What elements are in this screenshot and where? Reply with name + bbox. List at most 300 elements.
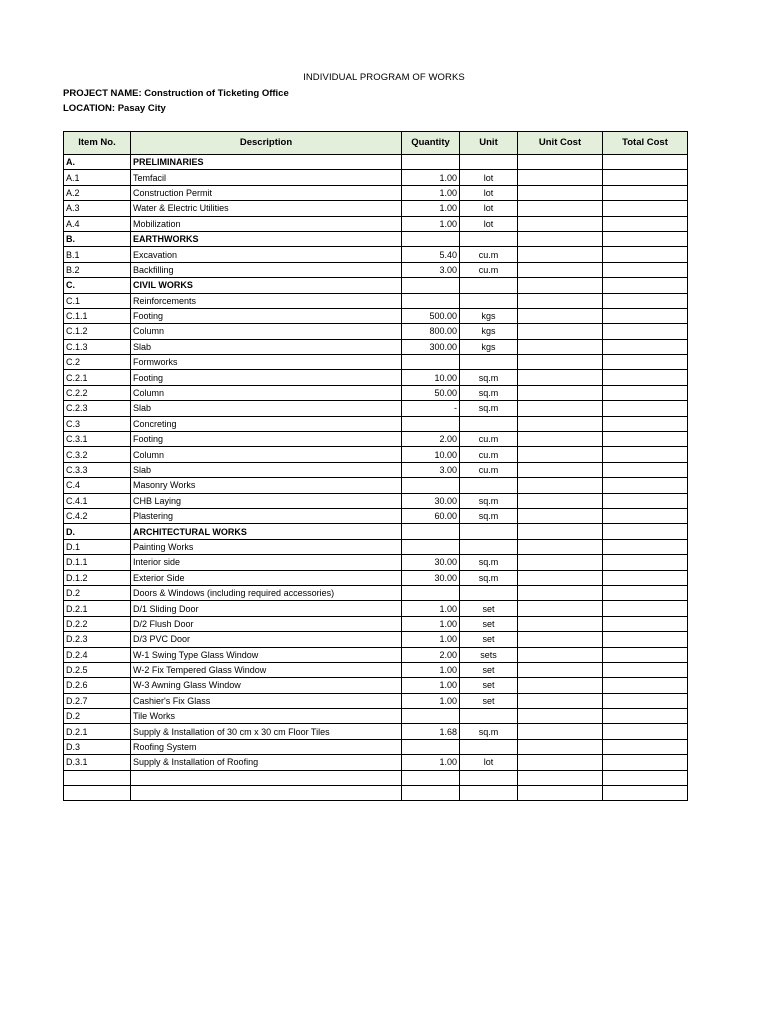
unit-cost-cell [518, 755, 603, 770]
quantity-cell [402, 739, 460, 754]
unit-cost-cell [518, 231, 603, 246]
description-cell: D/2 Flush Door [131, 616, 402, 631]
quantity-cell: 50.00 [402, 385, 460, 400]
total-cost-cell [603, 724, 688, 739]
document-title: INDIVIDUAL PROGRAM OF WORKS [303, 72, 465, 83]
unit-cell: lot [460, 170, 518, 185]
unit-cell [460, 155, 518, 170]
quantity-cell: 10.00 [402, 370, 460, 385]
unit-cost-cell [518, 447, 603, 462]
table-row [64, 462, 688, 477]
unit-cell: kgs [460, 324, 518, 339]
quantity-cell: 10.00 [402, 447, 460, 462]
quantity-cell: 1.00 [402, 755, 460, 770]
unit-cell [460, 709, 518, 724]
description-cell: PRELIMINARIES [131, 155, 402, 170]
description-cell: EARTHWORKS [131, 231, 402, 246]
description-cell: W-3 Awning Glass Window [131, 678, 402, 693]
item-no-cell: A.2 [64, 185, 131, 200]
unit-cell: sq.m [460, 555, 518, 570]
quantity-cell: 2.00 [402, 647, 460, 662]
description-cell: W-1 Swing Type Glass Window [131, 647, 402, 662]
description-cell: Plastering [131, 508, 402, 523]
item-no-cell: A.4 [64, 216, 131, 231]
unit-cost-cell [518, 539, 603, 554]
total-cost-cell [603, 693, 688, 708]
item-no-cell: A.1 [64, 170, 131, 185]
description-cell: Tile Works [131, 709, 402, 724]
description-cell: Column [131, 324, 402, 339]
total-cost-cell [603, 524, 688, 539]
total-cost-cell [603, 647, 688, 662]
description-cell: Column [131, 447, 402, 462]
total-cost-cell [603, 324, 688, 339]
unit-cost-cell [518, 709, 603, 724]
total-cost-cell [603, 262, 688, 277]
unit-cell [460, 278, 518, 293]
unit-cost-cell [518, 385, 603, 400]
description-cell: Slab [131, 401, 402, 416]
unit-cost-cell [518, 508, 603, 523]
unit-cell: cu.m [460, 262, 518, 277]
table-row [64, 601, 688, 616]
description-cell: D/3 PVC Door [131, 632, 402, 647]
header-item-no: Item No. [64, 132, 131, 155]
quantity-cell: 1.68 [402, 724, 460, 739]
quantity-cell: 30.00 [402, 555, 460, 570]
unit-cell: sq.m [460, 570, 518, 585]
quantity-cell: 3.00 [402, 462, 460, 477]
table-row [64, 385, 688, 400]
item-no-cell: C.1.2 [64, 324, 131, 339]
unit-cost-cell [518, 293, 603, 308]
item-no-cell: D.2 [64, 585, 131, 600]
location-label: LOCATION: [63, 103, 116, 114]
total-cost-cell [603, 616, 688, 631]
unit-cost-cell [518, 308, 603, 323]
table-row [64, 508, 688, 523]
unit-cell: sq.m [460, 508, 518, 523]
header-description: Description [131, 132, 402, 155]
table-body [64, 155, 688, 801]
unit-cost-cell [518, 678, 603, 693]
unit-cost-cell [518, 478, 603, 493]
description-cell: D/1 Sliding Door [131, 601, 402, 616]
table-row [64, 308, 688, 323]
table-row [64, 755, 688, 770]
total-cost-cell [603, 278, 688, 293]
quantity-cell: 300.00 [402, 339, 460, 354]
table-row [64, 185, 688, 200]
item-no-cell: D.2.3 [64, 632, 131, 647]
unit-cost-cell [518, 770, 603, 785]
unit-cell: kgs [460, 339, 518, 354]
quantity-cell: 1.00 [402, 662, 460, 677]
quantity-cell [402, 539, 460, 554]
description-cell [131, 786, 402, 801]
unit-cell: sq.m [460, 401, 518, 416]
item-no-cell: C.2 [64, 355, 131, 370]
unit-cost-cell [518, 693, 603, 708]
unit-cell [460, 231, 518, 246]
table-row [64, 739, 688, 754]
location-value: Pasay City [117, 103, 166, 114]
unit-cost-cell [518, 216, 603, 231]
item-no-cell: C.3.3 [64, 462, 131, 477]
unit-cost-cell [518, 493, 603, 508]
total-cost-cell [603, 432, 688, 447]
table-row [64, 262, 688, 277]
quantity-cell [402, 355, 460, 370]
quantity-cell: 2.00 [402, 432, 460, 447]
quantity-cell: 5.40 [402, 247, 460, 262]
quantity-cell: 30.00 [402, 570, 460, 585]
section-row [64, 231, 688, 246]
total-cost-cell [603, 478, 688, 493]
item-no-cell: C.2.1 [64, 370, 131, 385]
unit-cost-cell [518, 185, 603, 200]
description-cell: Supply & Installation of Roofing [131, 755, 402, 770]
table-row [64, 709, 688, 724]
unit-cell: sq.m [460, 370, 518, 385]
item-no-cell: C.3.2 [64, 447, 131, 462]
unit-cost-cell [518, 585, 603, 600]
quantity-cell: 1.00 [402, 678, 460, 693]
unit-cost-cell [518, 462, 603, 477]
total-cost-cell [603, 416, 688, 431]
table-row [64, 293, 688, 308]
quantity-cell [402, 278, 460, 293]
description-cell: Footing [131, 370, 402, 385]
description-cell: Reinforcements [131, 293, 402, 308]
description-cell: Footing [131, 432, 402, 447]
header-unit-cost: Unit Cost [518, 132, 603, 155]
table-row [64, 570, 688, 585]
total-cost-cell [603, 539, 688, 554]
table-row [64, 555, 688, 570]
total-cost-cell [603, 447, 688, 462]
item-no-cell: D.3.1 [64, 755, 131, 770]
item-no-cell: D.2.7 [64, 693, 131, 708]
unit-cell: cu.m [460, 462, 518, 477]
description-cell: Slab [131, 339, 402, 354]
unit-cell: sq.m [460, 724, 518, 739]
quantity-cell: 1.00 [402, 185, 460, 200]
section-row [64, 524, 688, 539]
unit-cost-cell [518, 601, 603, 616]
unit-cell [460, 739, 518, 754]
item-no-cell [64, 786, 131, 801]
item-no-cell: D.3 [64, 739, 131, 754]
total-cost-cell [603, 339, 688, 354]
table-row [64, 678, 688, 693]
total-cost-cell [603, 585, 688, 600]
description-cell [131, 770, 402, 785]
item-no-cell: B. [64, 231, 131, 246]
unit-cost-cell [518, 647, 603, 662]
description-cell: Slab [131, 462, 402, 477]
total-cost-cell [603, 216, 688, 231]
item-no-cell: C.2.2 [64, 385, 131, 400]
quantity-cell: 800.00 [402, 324, 460, 339]
unit-cell [460, 786, 518, 801]
quantity-cell [402, 524, 460, 539]
item-no-cell: D. [64, 524, 131, 539]
quantity-cell: 1.00 [402, 601, 460, 616]
unit-cost-cell [518, 247, 603, 262]
unit-cell: set [460, 601, 518, 616]
total-cost-cell [603, 555, 688, 570]
total-cost-cell [603, 385, 688, 400]
description-cell: Construction Permit [131, 185, 402, 200]
description-cell: Painting Works [131, 539, 402, 554]
unit-cost-cell [518, 370, 603, 385]
item-no-cell: D.1 [64, 539, 131, 554]
table-row [64, 693, 688, 708]
unit-cell: sq.m [460, 385, 518, 400]
total-cost-cell [603, 508, 688, 523]
quantity-cell: - [402, 401, 460, 416]
item-no-cell: D.1.1 [64, 555, 131, 570]
quantity-cell: 1.00 [402, 693, 460, 708]
description-cell: Doors & Windows (including required accessories) [131, 585, 402, 600]
total-cost-cell [603, 739, 688, 754]
unit-cost-cell [518, 262, 603, 277]
item-no-cell: A.3 [64, 201, 131, 216]
unit-cost-cell [518, 555, 603, 570]
unit-cell [460, 416, 518, 431]
unit-cell: lot [460, 201, 518, 216]
description-cell: Footing [131, 308, 402, 323]
unit-cell: sq.m [460, 493, 518, 508]
quantity-cell: 1.00 [402, 216, 460, 231]
unit-cell [460, 293, 518, 308]
unit-cell [460, 770, 518, 785]
project-name-line [63, 88, 289, 99]
description-cell: W-2 Fix Tempered Glass Window [131, 662, 402, 677]
description-cell: Excavation [131, 247, 402, 262]
quantity-cell [402, 231, 460, 246]
item-no-cell: C.3 [64, 416, 131, 431]
item-no-cell: A. [64, 155, 131, 170]
unit-cell: set [460, 693, 518, 708]
unit-cost-cell [518, 278, 603, 293]
unit-cost-cell [518, 432, 603, 447]
total-cost-cell [603, 155, 688, 170]
total-cost-cell [603, 786, 688, 801]
total-cost-cell [603, 462, 688, 477]
item-no-cell: D.2.2 [64, 616, 131, 631]
item-no-cell: D.2.1 [64, 724, 131, 739]
total-cost-cell [603, 201, 688, 216]
total-cost-cell [603, 601, 688, 616]
unit-cost-cell [518, 201, 603, 216]
table-header-row [64, 132, 688, 155]
unit-cell: kgs [460, 308, 518, 323]
unit-cell: lot [460, 755, 518, 770]
item-no-cell: C. [64, 278, 131, 293]
table-row [64, 355, 688, 370]
description-cell: Concreting [131, 416, 402, 431]
total-cost-cell [603, 755, 688, 770]
table-row [64, 647, 688, 662]
unit-cost-cell [518, 355, 603, 370]
item-no-cell: D.2 [64, 709, 131, 724]
description-cell: CHB Laying [131, 493, 402, 508]
unit-cost-cell [518, 155, 603, 170]
quantity-cell [402, 585, 460, 600]
table-row [64, 539, 688, 554]
quantity-cell [402, 416, 460, 431]
unit-cost-cell [518, 324, 603, 339]
table-row [64, 339, 688, 354]
item-no-cell: D.2.1 [64, 601, 131, 616]
table-row [64, 170, 688, 185]
unit-cell [460, 539, 518, 554]
total-cost-cell [603, 185, 688, 200]
description-cell: Cashier's Fix Glass [131, 693, 402, 708]
table-row [64, 786, 688, 801]
table-row [64, 493, 688, 508]
unit-cost-cell [518, 662, 603, 677]
item-no-cell: B.1 [64, 247, 131, 262]
item-no-cell: C.4.2 [64, 508, 131, 523]
unit-cell: cu.m [460, 432, 518, 447]
total-cost-cell [603, 293, 688, 308]
header-unit: Unit [460, 132, 518, 155]
total-cost-cell [603, 355, 688, 370]
description-cell: Backfilling [131, 262, 402, 277]
item-no-cell: C.1 [64, 293, 131, 308]
table-row [64, 585, 688, 600]
item-no-cell: C.1.1 [64, 308, 131, 323]
total-cost-cell [603, 632, 688, 647]
table-row [64, 770, 688, 785]
unit-cell: cu.m [460, 447, 518, 462]
total-cost-cell [603, 662, 688, 677]
table-row [64, 616, 688, 631]
table-row [64, 447, 688, 462]
unit-cell: lot [460, 216, 518, 231]
description-cell: Mobilization [131, 216, 402, 231]
total-cost-cell [603, 493, 688, 508]
description-cell: Exterior Side [131, 570, 402, 585]
unit-cell: lot [460, 185, 518, 200]
quantity-cell [402, 293, 460, 308]
quantity-cell [402, 709, 460, 724]
unit-cost-cell [518, 739, 603, 754]
description-cell: Roofing System [131, 739, 402, 754]
total-cost-cell [603, 308, 688, 323]
description-cell: CIVIL WORKS [131, 278, 402, 293]
unit-cost-cell [518, 170, 603, 185]
unit-cost-cell [518, 401, 603, 416]
section-row [64, 155, 688, 170]
item-no-cell [64, 770, 131, 785]
total-cost-cell [603, 770, 688, 785]
table-row [64, 632, 688, 647]
unit-cell [460, 478, 518, 493]
unit-cell: cu.m [460, 247, 518, 262]
description-cell: Supply & Installation of 30 cm x 30 cm Floor Tiles [131, 724, 402, 739]
description-cell: Column [131, 385, 402, 400]
unit-cell: set [460, 678, 518, 693]
quantity-cell [402, 786, 460, 801]
unit-cell: set [460, 662, 518, 677]
description-cell: ARCHITECTURAL WORKS [131, 524, 402, 539]
description-cell: Masonry Works [131, 478, 402, 493]
description-cell: Formworks [131, 355, 402, 370]
item-no-cell: C.4.1 [64, 493, 131, 508]
item-no-cell: C.1.3 [64, 339, 131, 354]
item-no-cell: D.1.2 [64, 570, 131, 585]
table-row [64, 401, 688, 416]
table-row [64, 662, 688, 677]
table-row [64, 370, 688, 385]
description-cell: Interior side [131, 555, 402, 570]
item-no-cell: C.3.1 [64, 432, 131, 447]
table-row [64, 416, 688, 431]
description-cell: Water & Electric Utilities [131, 201, 402, 216]
item-no-cell: B.2 [64, 262, 131, 277]
item-no-cell: D.2.5 [64, 662, 131, 677]
quantity-cell: 3.00 [402, 262, 460, 277]
total-cost-cell [603, 370, 688, 385]
quantity-cell: 1.00 [402, 632, 460, 647]
unit-cost-cell [518, 786, 603, 801]
total-cost-cell [603, 170, 688, 185]
quantity-cell: 60.00 [402, 508, 460, 523]
unit-cell: sets [460, 647, 518, 662]
unit-cost-cell [518, 632, 603, 647]
unit-cost-cell [518, 724, 603, 739]
unit-cost-cell [518, 570, 603, 585]
total-cost-cell [603, 570, 688, 585]
project-name-value: Construction of Ticketing Office [144, 88, 289, 99]
quantity-cell: 1.00 [402, 616, 460, 631]
item-no-cell: D.2.6 [64, 678, 131, 693]
item-no-cell: C.2.3 [64, 401, 131, 416]
location-line [63, 103, 166, 114]
total-cost-cell [603, 678, 688, 693]
quantity-cell [402, 478, 460, 493]
total-cost-cell [603, 709, 688, 724]
item-no-cell: D.2.4 [64, 647, 131, 662]
quantity-cell: 30.00 [402, 493, 460, 508]
header-quantity: Quantity [402, 132, 460, 155]
quantity-cell [402, 155, 460, 170]
unit-cost-cell [518, 524, 603, 539]
unit-cell: set [460, 632, 518, 647]
item-no-cell: C.4 [64, 478, 131, 493]
unit-cell [460, 355, 518, 370]
unit-cost-cell [518, 616, 603, 631]
quantity-cell [402, 770, 460, 785]
table-row [64, 724, 688, 739]
quantity-cell: 1.00 [402, 170, 460, 185]
total-cost-cell [603, 401, 688, 416]
table-row [64, 432, 688, 447]
header-total-cost: Total Cost [603, 132, 688, 155]
program-of-works-table [63, 131, 688, 801]
table-row [64, 201, 688, 216]
table-row [64, 247, 688, 262]
unit-cell [460, 524, 518, 539]
unit-cell [460, 585, 518, 600]
description-cell: Temfacil [131, 170, 402, 185]
table-row [64, 216, 688, 231]
section-row [64, 278, 688, 293]
